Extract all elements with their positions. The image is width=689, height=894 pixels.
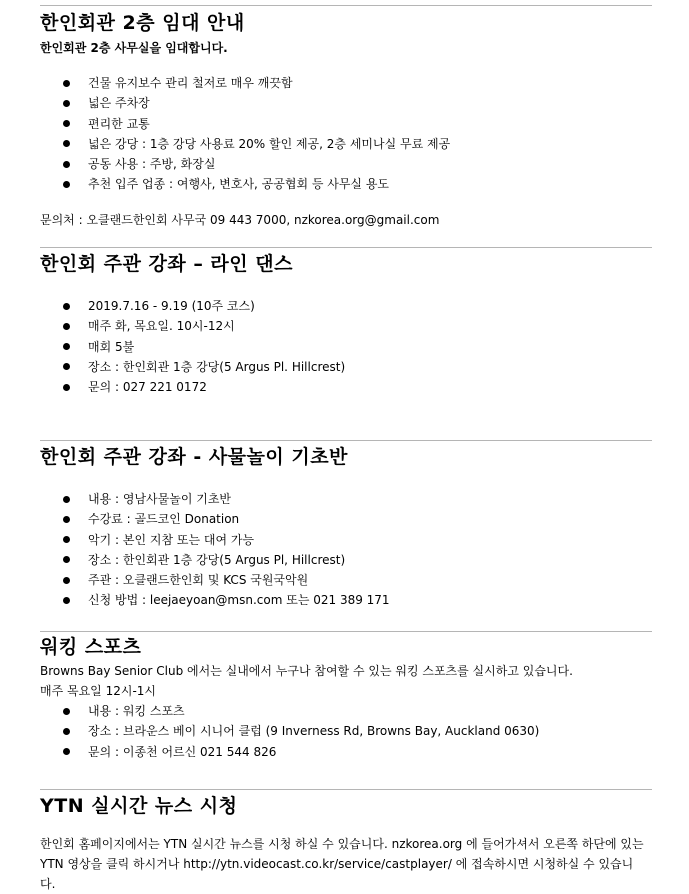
line-dance-title: 한인회 주관 강좌 – 라인 댄스: [40, 253, 293, 275]
bullet-icon: [63, 708, 70, 715]
list-item: 장소 : 한인회관 1층 강당(5 Argus Pl, Hillcrest): [40, 550, 652, 570]
samulnori-title: 한인회 주관 강좌 - 사물놀이 기초반: [40, 446, 348, 468]
list-item: 2019.7.16 - 9.19 (10주 코스): [40, 296, 652, 316]
walking-sports-list: [40, 701, 652, 762]
ytn-news-section: [40, 789, 652, 894]
bullet-icon: [63, 120, 70, 127]
bullet-icon: [63, 303, 70, 310]
list-item: 넓은 주차장: [40, 93, 652, 113]
list-item: 장소 : 한인회관 1층 강당(5 Argus Pl. Hillcrest): [40, 357, 652, 377]
list-item: 넓은 강당 : 1층 강당 사용료 20% 할인 제공, 2층 세미나실 무료 제공: [40, 134, 652, 154]
list-item: 추천 입주 업종 : 여행사, 변호사, 공공협회 등 사무실 용도: [40, 174, 652, 194]
bullet-icon: [63, 556, 70, 563]
walking-sports-section: [40, 631, 652, 762]
bullet-icon: [63, 343, 70, 350]
bullet-icon: [63, 384, 70, 391]
ytn-news-title: YTN 실시간 뉴스 시청: [40, 795, 238, 817]
line-dance-section: [40, 247, 652, 397]
list-item: 장소 : 브라운스 베이 시니어 클럽 (9 Inverness Rd, Browns Bay, Auckland 0630): [40, 721, 652, 741]
bullet-icon: [63, 496, 70, 503]
list-item: 편리한 교통: [40, 114, 652, 134]
bullet-icon: [63, 516, 70, 523]
rental-notice-section: [40, 5, 652, 230]
walking-sports-intro: Browns Bay Senior Club 에서는 실내에서 누구나 참여할 수 있는 워킹 스포츠를 실시하고 있습니다.: [40, 664, 573, 678]
bullet-icon: [63, 363, 70, 370]
bullet-icon: [63, 181, 70, 188]
list-item: 내용 : 영남사물놀이 기초반: [40, 489, 652, 509]
walking-sports-title: 워킹 스포츠: [40, 636, 142, 658]
rental-notice-subtitle: 한인회관 2층 사무실을 임대합니다.: [40, 41, 228, 55]
list-item: 매주 화, 목요일. 10시-12시: [40, 316, 652, 336]
list-item: 문의 : 이종천 어르신 021 544 826: [40, 742, 652, 762]
bullet-icon: [63, 748, 70, 755]
list-item: 건물 유지보수 관리 철저로 매우 깨끗함: [40, 73, 652, 93]
bullet-icon: [63, 161, 70, 168]
rental-notice-title: 한인회관 2층 임대 안내: [40, 12, 245, 34]
list-item: 매회 5불: [40, 337, 652, 357]
bullet-icon: [63, 536, 70, 543]
list-item: 내용 : 워킹 스포츠: [40, 701, 652, 721]
list-item: 문의 : 027 221 0172: [40, 377, 652, 397]
list-item: 주관 : 오클랜드한인회 및 KCS 국원국악원: [40, 570, 652, 590]
walking-sports-schedule: 매주 목요일 12시-1시: [40, 684, 157, 698]
bullet-icon: [63, 323, 70, 330]
samulnori-list: [40, 489, 652, 611]
bullet-icon: [63, 597, 70, 604]
rental-contact: 문의처 : 오클랜드한인회 사무국 09 443 7000, nzkorea.org@gmail.com: [40, 212, 440, 227]
list-item: 공동 사용 : 주방, 화장실: [40, 154, 652, 174]
list-item: 신청 방법 : leejaeyoan@msn.com 또는 021 389 171: [40, 590, 652, 610]
bullet-icon: [63, 728, 70, 735]
bullet-icon: [63, 140, 70, 147]
bullet-icon: [63, 80, 70, 87]
line-dance-list: [40, 296, 652, 397]
list-item: 수강료 : 골드코인 Donation: [40, 509, 652, 529]
samulnori-section: [40, 440, 652, 611]
list-item: 악기 : 본인 지참 또는 대여 가능: [40, 530, 652, 550]
bullet-icon: [63, 577, 70, 584]
rental-feature-list: [40, 73, 652, 195]
ytn-news-body: 한인회 홈페이지에서는 YTN 실시간 뉴스를 시청 하실 수 있습니다. nzkorea.org 에 들어가셔서 오른쪽 하단에 있는 YTN 영상을 클릭 하시거나 http://ytn.videocast.co.kr/service/castplayer/ 에 접속하시면 시청하실 수 있습니다.: [40, 837, 644, 891]
bullet-icon: [63, 100, 70, 107]
